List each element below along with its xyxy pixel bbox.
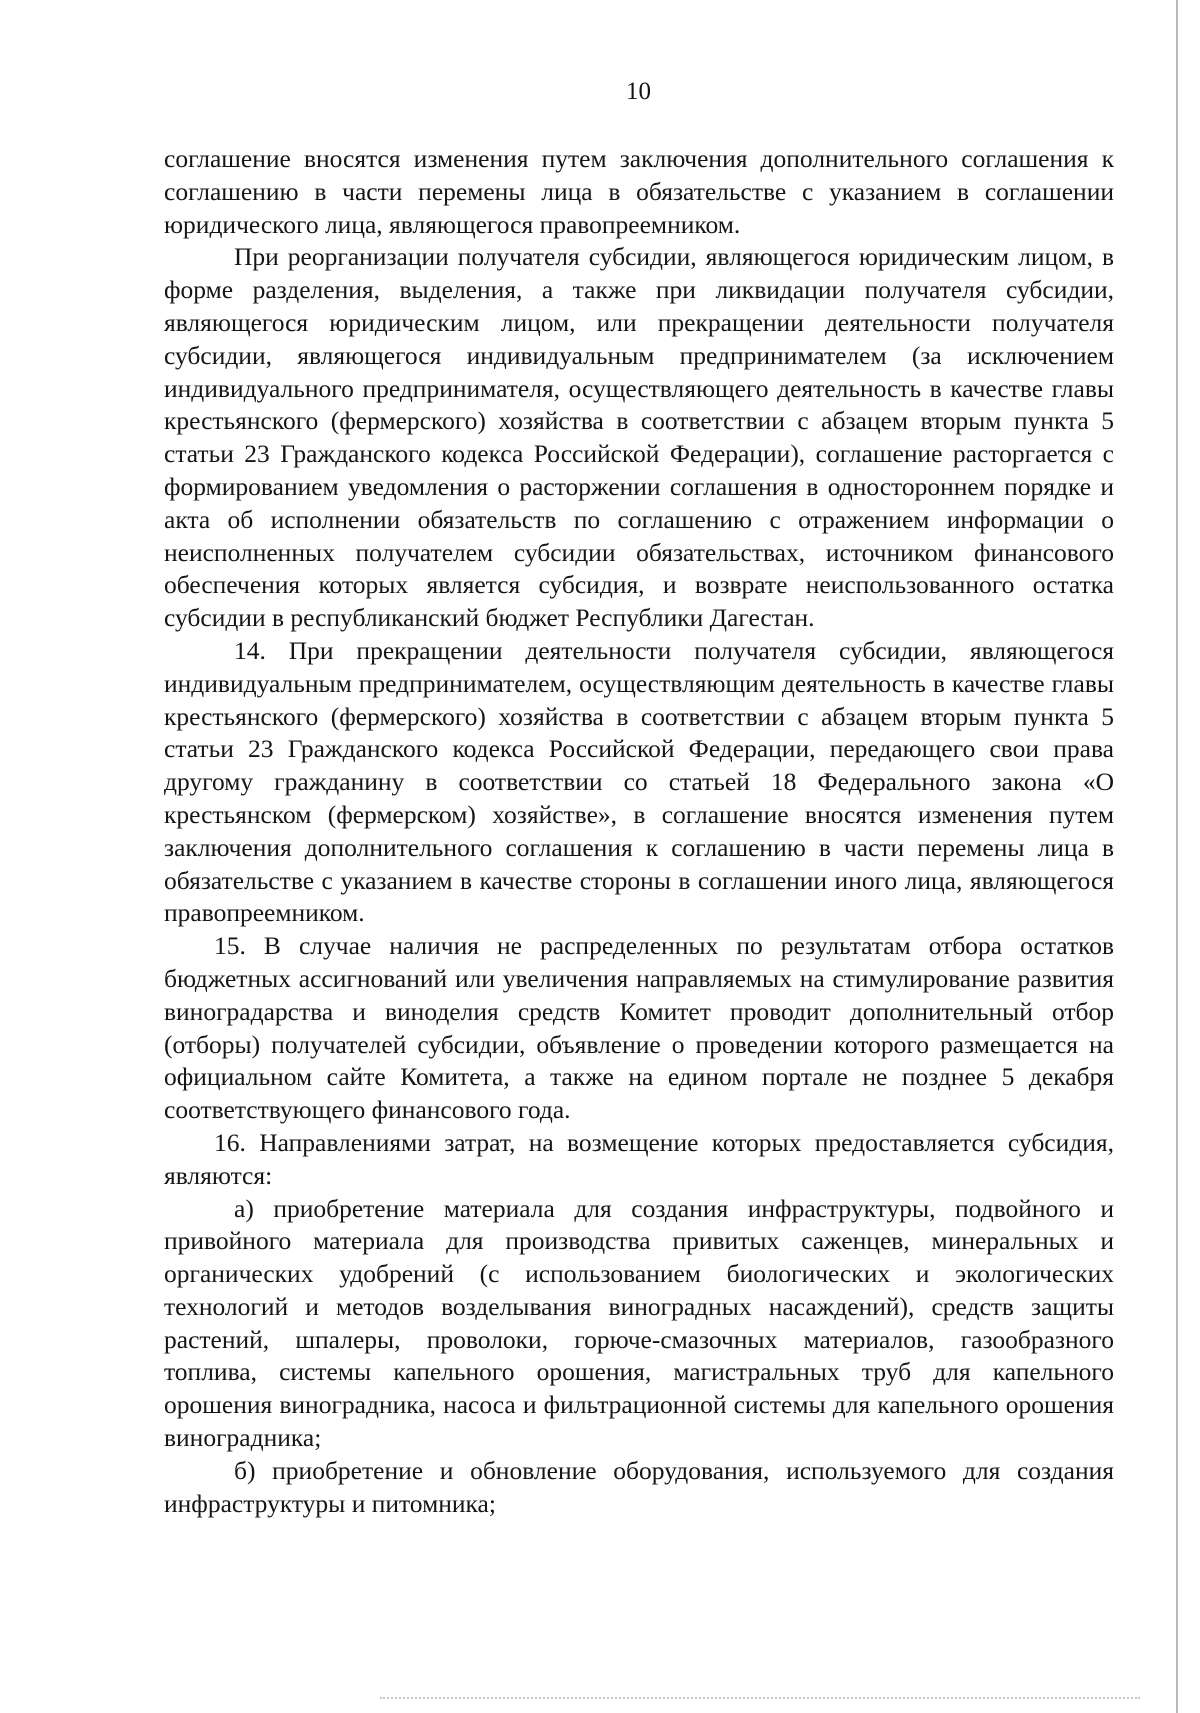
- paragraph-15: 15. В случае наличия не распределенных по результатам отбора остатков бюджетных ассигнований или увеличения направляемых на стимулирование развития виноградарства и виноделия средств Комитет проводит дополнительный отбор (отборы) получателей субсидии, объявление о проведении которого размещается на официальном сайте Комитета, а также на едином портале не позднее 5 декабря соответствующего финансового года.: [164, 931, 1114, 1125]
- paragraph-16-item-a: а) приобретение материала для создания инфраструктуры, подвойного и привойного материала для производства привитых саженцев, минеральных и органических удобрений (с использованием биологических и экологических технологий и методов возделывания виноградных насаждений), средств защиты растений, шпалеры, проволоки, горюче-смазочных материалов, газообразного топлива, системы капельного орошения, магистральных труб для капельного орошения виноградника, насоса и фильтрационной системы для капельного орошения виноградника;: [164, 1193, 1114, 1453]
- paragraph-14: 14. При прекращении деятельности получателя субсидии, являющегося индивидуальным предпринимателем, осуществляющим деятельность в качестве главы крестьянского (фермерского) хозяйства в соответствии с абзацем вторым пункта 5 статьи 23 Гражданского кодекса Российской Федерации, передающего свои права другому гражданину в соответствии со статьей 18 Федерального закона «О крестьянском (фермерском) хозяйстве», в соглашение вносятся изменения путем заключения дополнительного соглашения к соглашению в части перемены лица в обязательстве с указанием в качестве стороны в соглашении иного лица, являющегося правопреемником.: [164, 635, 1114, 928]
- paragraph-16-item-b: б) приобретение и обновление оборудования, используемого для создания инфраструктуры и питомника;: [164, 1455, 1114, 1518]
- document-body: [164, 143, 1114, 1520]
- scan-edge-right: [1176, 0, 1178, 1713]
- paragraph-continuation: соглашение вносятся изменения путем заключения дополнительного соглашения к соглашению в части перемены лица в обязательстве с указанием в соглашении юридического лица, являющегося правопреемником.: [164, 144, 1114, 239]
- paragraph-16: 16. Направлениями затрат, на возмещение которых предоставляется субсидия, являются:: [164, 1127, 1114, 1190]
- paragraph-reorganization: При реорганизации получателя субсидии, являющегося юридическим лицом, в форме разделения, выделения, а также при ликвидации получателя субсидии, являющегося юридическим лицом, или прекращении деятельности получателя субсидии, являющегося индивидуальным предпринимателем (за исключением индивидуального предпринимателя, осуществляющего деятельность в качестве главы крестьянского (фермерского) хозяйства в соответствии с абзацем вторым пункта 5 статьи 23 Гражданского кодекса Российской Федерации), соглашение расторгается с формированием уведомления о расторжении соглашения в одностороннем порядке и акта об исполнении обязательств по соглашению с отражением информации о неисполненных получателем субсидии обязательствах, источником финансового обеспечения которых является субсидия, и возврате неиспользованного остатка субсидии в республиканский бюджет Республики Дагестан.: [164, 242, 1114, 633]
- scan-edge-bottom: [380, 1697, 1140, 1699]
- page-number: 10: [626, 78, 651, 105]
